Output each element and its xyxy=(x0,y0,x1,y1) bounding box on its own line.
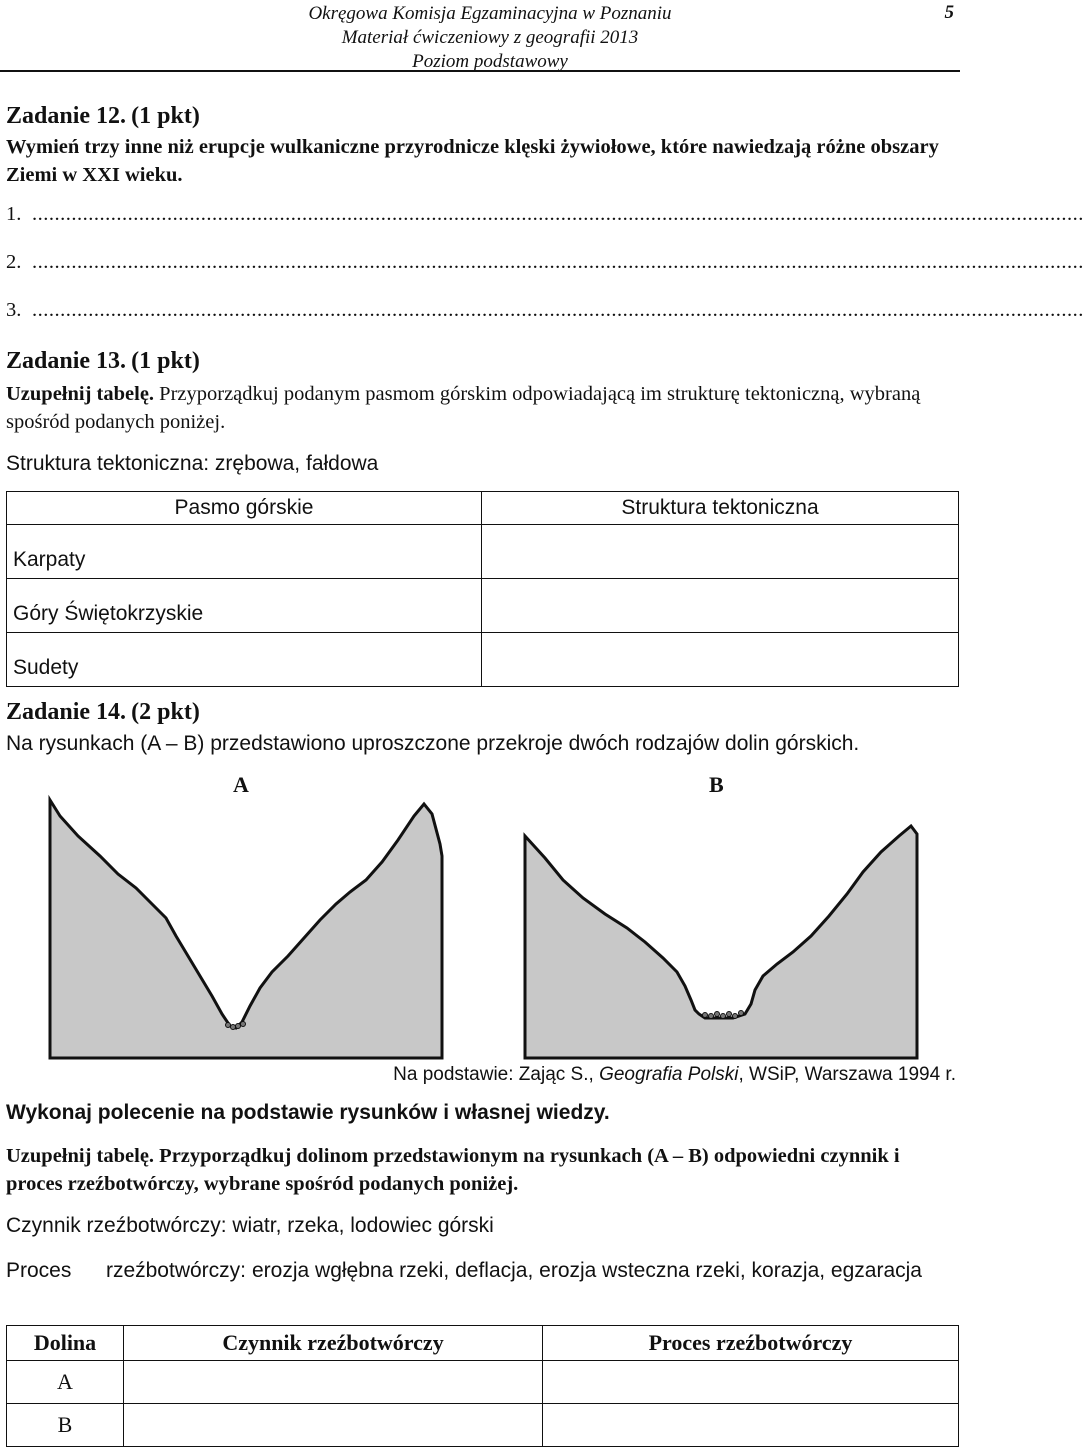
task14-process-options xyxy=(6,1256,959,1316)
task14-table xyxy=(6,1325,959,1447)
task14-instruction-lead: Uzupełnij tabelę. xyxy=(6,1145,155,1167)
task12-points: (1 pkt) xyxy=(131,103,200,129)
task13-instruction-rest: Przyporządkuj podanym pasmom górskim odpowiadającą im strukturę tektoniczną, wybraną spośród podanych poniżej. xyxy=(6,383,921,433)
header-line-2: Materiał ćwiczeniowy z geografii 2013 xyxy=(341,27,639,48)
table-cell: Karpaty xyxy=(7,525,482,579)
task13-instruction-lead: Uzupełnij tabelę. xyxy=(6,383,155,405)
figure-label-a: A xyxy=(233,772,249,797)
valley-b-cross-section xyxy=(523,824,919,1060)
answer-line-2[interactable]: 2. ........................................................................................................................................................................................... xyxy=(6,251,1084,273)
figure-source: Na podstawie: Zając S., Geografia Polski, WSiP, Warszawa 1994 r. xyxy=(393,1064,956,1085)
task14-instruction xyxy=(6,1142,956,1198)
valley-a-cross-section xyxy=(48,796,444,1060)
table-header: Struktura tektoniczna xyxy=(482,492,959,525)
table-cell: Sudety xyxy=(7,633,482,687)
page-header xyxy=(0,0,960,72)
figure-label-b: B xyxy=(709,772,724,797)
answer-line-3[interactable]: 3. ........................................................................................................................................................................................... xyxy=(6,299,1084,321)
task13-title: Zadanie 13. xyxy=(6,348,127,374)
source-book-title: Geografia Polski xyxy=(599,1064,739,1085)
task14-intro: Na rysunkach (A – B) przedstawiono uproszczone przekroje dwóch rodzajów dolin górskich. xyxy=(6,732,860,755)
answer-cell[interactable] xyxy=(482,633,959,687)
table-row xyxy=(7,579,959,633)
header-line-3: Poziom podstawowy xyxy=(412,51,568,72)
task14-command: Wykonaj polecenie na podstawie rysunków i własnej wiedzy. xyxy=(6,1101,610,1124)
process-values: erozja wgłębna rzeki, deflacja, erozja wsteczna rzeki, korazja, egzaracja xyxy=(252,1259,922,1282)
task13-options: Struktura tektoniczna: zrębowa, fałdowa xyxy=(6,452,379,475)
answer-cell[interactable] xyxy=(482,525,959,579)
table-row xyxy=(7,633,959,687)
task13-instruction xyxy=(6,380,956,436)
answer-line-1[interactable]: 1. ........................................................................................................................................................................................... xyxy=(6,203,1084,225)
answer-cell[interactable] xyxy=(124,1361,543,1404)
table-cell: B xyxy=(7,1404,124,1447)
table-row xyxy=(7,525,959,579)
table-cell: A xyxy=(7,1361,124,1404)
answer-cell[interactable] xyxy=(543,1404,959,1447)
task14-points: (2 pkt) xyxy=(131,699,200,725)
task14-heading xyxy=(6,697,956,727)
table-header: Pasmo górskie xyxy=(7,492,482,525)
header-rule xyxy=(0,70,960,72)
task13-heading xyxy=(6,346,956,376)
task14-instruction-rest: Przyporządkuj dolinom przedstawionym na rysunkach (A – B) odpowiedni czynnik i proces rzeźbotwórczy, wybrane spośród podanych poniżej. xyxy=(6,1145,900,1195)
task12-instruction: Wymień trzy inne niż erupcje wulkaniczne przyrodnicze klęski żywiołowe, które nawiedzają różne obszary Ziemi w XXI wieku. xyxy=(6,136,939,186)
answer-cell[interactable] xyxy=(482,579,959,633)
table-cell: Góry Świętokrzyskie xyxy=(7,579,482,633)
valley-b-profile xyxy=(525,826,917,1058)
task14-title: Zadanie 14. xyxy=(6,699,127,725)
task12-title: Zadanie 12. xyxy=(6,103,127,129)
table-row xyxy=(7,1361,959,1404)
task13-points: (1 pkt) xyxy=(131,348,200,374)
answer-cell[interactable] xyxy=(124,1404,543,1447)
header-lines xyxy=(230,2,750,74)
process-key: Proces rzeźbotwórczy: xyxy=(6,1259,246,1282)
table-header: Proces rzeźbotwórczy xyxy=(543,1326,959,1361)
task14-factor-options: Czynnik rzeźbotwórczy: wiatr, rzeka, lodowiec górski xyxy=(6,1214,494,1237)
answer-cell[interactable] xyxy=(543,1361,959,1404)
table-header: Czynnik rzeźbotwórczy xyxy=(124,1326,543,1361)
valley-b-sediment xyxy=(703,1011,744,1019)
header-line-1: Okręgowa Komisja Egzaminacyjna w Poznaniu xyxy=(308,3,672,24)
table-header: Dolina xyxy=(7,1326,124,1361)
page-number: 5 xyxy=(944,2,954,23)
task12-heading xyxy=(6,101,956,131)
table-row xyxy=(7,1404,959,1447)
task13-table xyxy=(6,491,959,687)
valley-a-profile xyxy=(50,800,442,1058)
